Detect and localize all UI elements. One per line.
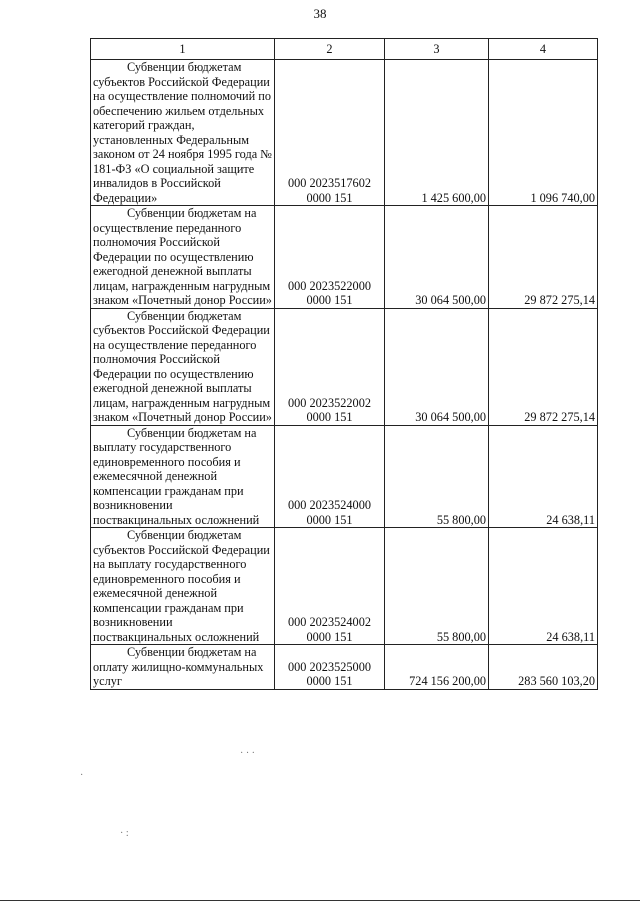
row-description <box>91 645 275 690</box>
page-number: 38 <box>313 6 327 21</box>
row-description <box>91 308 275 425</box>
scan-edge-line <box>0 900 640 901</box>
row-code: 000 2023522002 0000 151 <box>275 308 385 425</box>
row-actual-amount: 29 872 275,14 <box>489 206 598 309</box>
row-actual-amount: 283 560 103,20 <box>489 645 598 690</box>
scan-speck: · <box>80 770 84 781</box>
row-code: 000 2023517602 0000 151 <box>275 60 385 206</box>
table-row <box>91 425 598 528</box>
table-row <box>91 60 598 206</box>
row-plan-amount: 55 800,00 <box>385 528 489 645</box>
scan-speck: · · · <box>240 748 255 759</box>
row-actual-amount: 1 096 740,00 <box>489 60 598 206</box>
row-description <box>91 60 275 206</box>
row-description-text: Субвенции бюджетам субъектов Российской Федерации на осуществление полномочий по обеспечению жильем отдельных категорий граждан, установленных Федеральным законом от 24 ноября 1995 года № 181-ФЗ «О социальной защите инвалидов в Российской Федерации» <box>93 60 272 205</box>
table-row <box>91 206 598 309</box>
row-code: 000 2023522000 0000 151 <box>275 206 385 309</box>
table-row <box>91 308 598 425</box>
row-description-text: Субвенции бюджетам на осуществление переданного полномочия Российской Федерации по осуществлению ежегодной денежной выплаты лицам, награжденным нагрудным знаком «Почетный донор России» <box>93 206 272 307</box>
row-code: 000 2023525000 0000 151 <box>275 645 385 690</box>
column-header-2: 2 <box>275 39 385 60</box>
scan-speck: · : <box>120 828 129 839</box>
row-plan-amount: 55 800,00 <box>385 425 489 528</box>
row-description <box>91 206 275 309</box>
row-plan-amount: 30 064 500,00 <box>385 308 489 425</box>
row-actual-amount: 24 638,11 <box>489 528 598 645</box>
row-plan-amount: 1 425 600,00 <box>385 60 489 206</box>
table-row <box>91 645 598 690</box>
column-header-3: 3 <box>385 39 489 60</box>
row-actual-amount: 24 638,11 <box>489 425 598 528</box>
row-actual-amount: 29 872 275,14 <box>489 308 598 425</box>
column-header-4: 4 <box>489 39 598 60</box>
row-description-text: Субвенции бюджетам на оплату жилищно-коммунальных услуг <box>93 645 264 688</box>
row-description <box>91 425 275 528</box>
row-code: 000 2023524002 0000 151 <box>275 528 385 645</box>
row-code: 000 2023524000 0000 151 <box>275 425 385 528</box>
table-header-row <box>91 39 598 60</box>
budget-table <box>90 38 598 690</box>
row-plan-amount: 724 156 200,00 <box>385 645 489 690</box>
row-description-text: Субвенции бюджетам субъектов Российской Федерации на выплату государственного единовременного пособия и ежемесячной денежной компенсации гражданам при возникновении поствакцинальных осложнений <box>93 528 270 644</box>
table-row <box>91 528 598 645</box>
row-description-text: Субвенции бюджетам на выплату государственного единовременного пособия и ежемесячной денежной компенсации гражданам при возникновении поствакцинальных осложнений <box>93 425 260 527</box>
column-header-1: 1 <box>91 39 275 60</box>
row-description-text: Субвенции бюджетам субъектов Российской Федерации на осуществление переданного полномочия Российской Федерации по осуществлению ежегодной денежной выплаты лицам, награжденным нагрудным знаком «Почетный донор России» <box>93 308 272 424</box>
row-description <box>91 528 275 645</box>
row-plan-amount: 30 064 500,00 <box>385 206 489 309</box>
